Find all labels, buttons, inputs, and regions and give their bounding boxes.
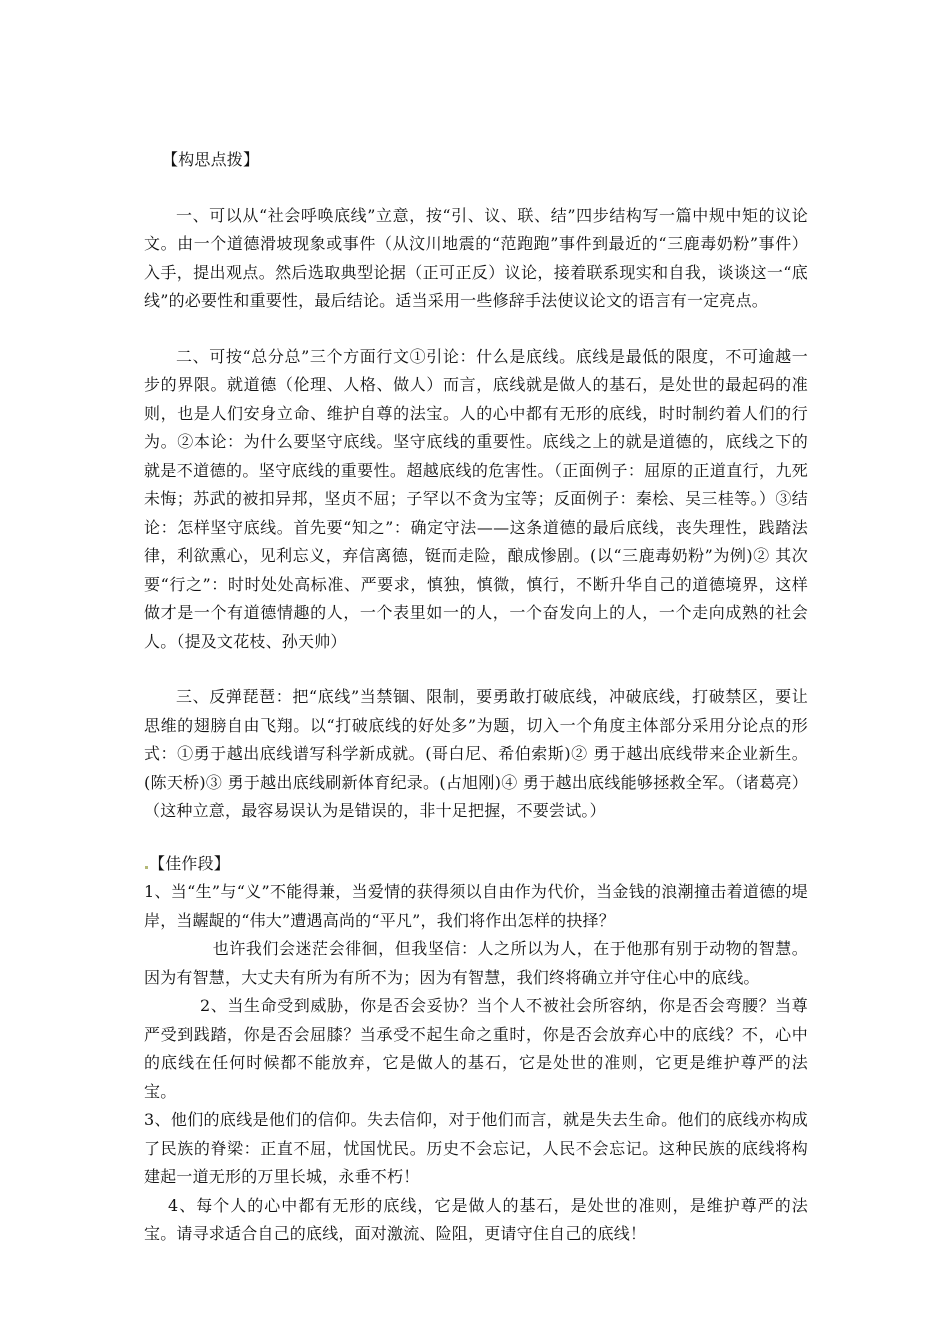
scan-mark: [145, 866, 148, 869]
sample-paragraph-1a: 1、当“生”与“义”不能得兼，当爱情的获得须以自由作为代价，当金钱的浪潮撞击着道德的堤岸，当龌龊的“伟大”遭遇高尚的“平凡”，我们将作出怎样的抉择？: [144, 882, 808, 930]
outline-paragraph-1: 一、可以从“社会呼唤底线”立意，按“引、议、联、结”四步结构写一篇中规中矩的议论文。由一个道德滑坡现象或事件（从汶川地震的“范跑跑”事件到最近的“三鹿毒奶粉”事件）入手，提出观点。然后选取典型论据（正可正反）议论，接着联系现实和自我，谈谈这一“底线”的必要性和重要性，最后结论。适当采用一些修辞手法使议论文的语言有一定亮点。: [144, 205, 808, 310]
sample-paragraph-2: 2、当生命受到威胁，你是否会妥协？当个人不被社会所容纳，你是否会弯腰？当尊严受到践踏，你是否会屈膝？当承受不起生命之重时，你是否会放弃心中的底线？不，心中的底线在任何时候都不能放弃，它是做人的基石，它是处世的准则，它更是维护尊严的法宝。: [144, 996, 808, 1101]
outline-paragraph-3: 三、反弹琵琶：把“底线”当禁锢、限制，要勇敢打破底线，冲破底线，打破禁区，要让思维的翅膀自由飞翔。以“打破底线的好处多”为题，切入一个角度主体部分采用分论点的形式：①勇于越出底线谱写科学新成就。(哥白尼、希伯索斯)② 勇于越出底线带来企业新生。(陈天桥)③ 勇于越出底线刷新体育纪录。(占旭刚)④ 勇于越出底线能够拯救全军。（诸葛亮）（这种立意，最容易误认为是错误的，非十足把握，不要尝试。）: [144, 687, 808, 820]
outline-paragraph-2: 二、可按“总分总”三个方面行文①引论：什么是底线。底线是最低的限度，不可逾越一步的界限。就道德（伦理、人格、做人）而言，底线就是做人的基石，是处世的最起码的准则，也是人们安身立命、维护自尊的法宝。人的心中都有无形的底线，时时制约着人们的行为。②本论：为什么要坚守底线。坚守底线的重要性。底线之上的就是道德的，底线之下的就是不道德的。坚守底线的重要性。超越底线的危害性。（正面例子：屈原的正道直行，九死未悔；苏武的被扣异邦，坚贞不屈；子罕以不贪为宝等；反面例子：秦桧、吴三桂等。）③结论：怎样坚守底线。首先要“知之”：确定守法——这条道德的最后底线，丧失理性，践踏法律，利欲熏心，见利忘义，弃信离德，铤而走险，酿成惨剧。(以“三鹿毒奶粉”为例)② 其次要“行之”：时时处处高标准、严要求，慎独，慎微，慎行，不断升华自己的道德境界，这样做才是一个有道德情趣的人，一个表里如一的人，一个奋发向上的人，一个走向成熟的社会人。（提及文花枝、孙天帅）: [144, 346, 808, 651]
outline-heading: 【构思点拨】: [162, 150, 260, 169]
document-body: [144, 146, 808, 1249]
sample-paragraph-3: 3、他们的底线是他们的信仰。失去信仰，对于他们而言，就是失去生命。他们的底线亦构成了民族的脊梁：正直不屈，忧国忧民。历史不会忘记，人民不会忘记。这种民族的底线将构建起一道无形的万里长城，永垂不朽！: [144, 1110, 808, 1186]
samples-heading-text: 【佳作段】: [149, 853, 231, 873]
sample-paragraph-1b: 也许我们会迷茫会徘徊，但我坚信：人之所以为人，在于他那有别于动物的智慧。因为有智慧，大丈夫有所为有所不为；因为有智慧，我们终将确立并守住心中的底线。: [144, 939, 808, 987]
samples-heading: [144, 850, 808, 879]
sample-paragraph-4: 4、每个人的心中都有无形的底线，它是做人的基石，是处世的准则，是维护尊严的法宝。请寻求适合自己的底线，面对激流、险阻，更请守住自己的底线！: [144, 1195, 808, 1243]
